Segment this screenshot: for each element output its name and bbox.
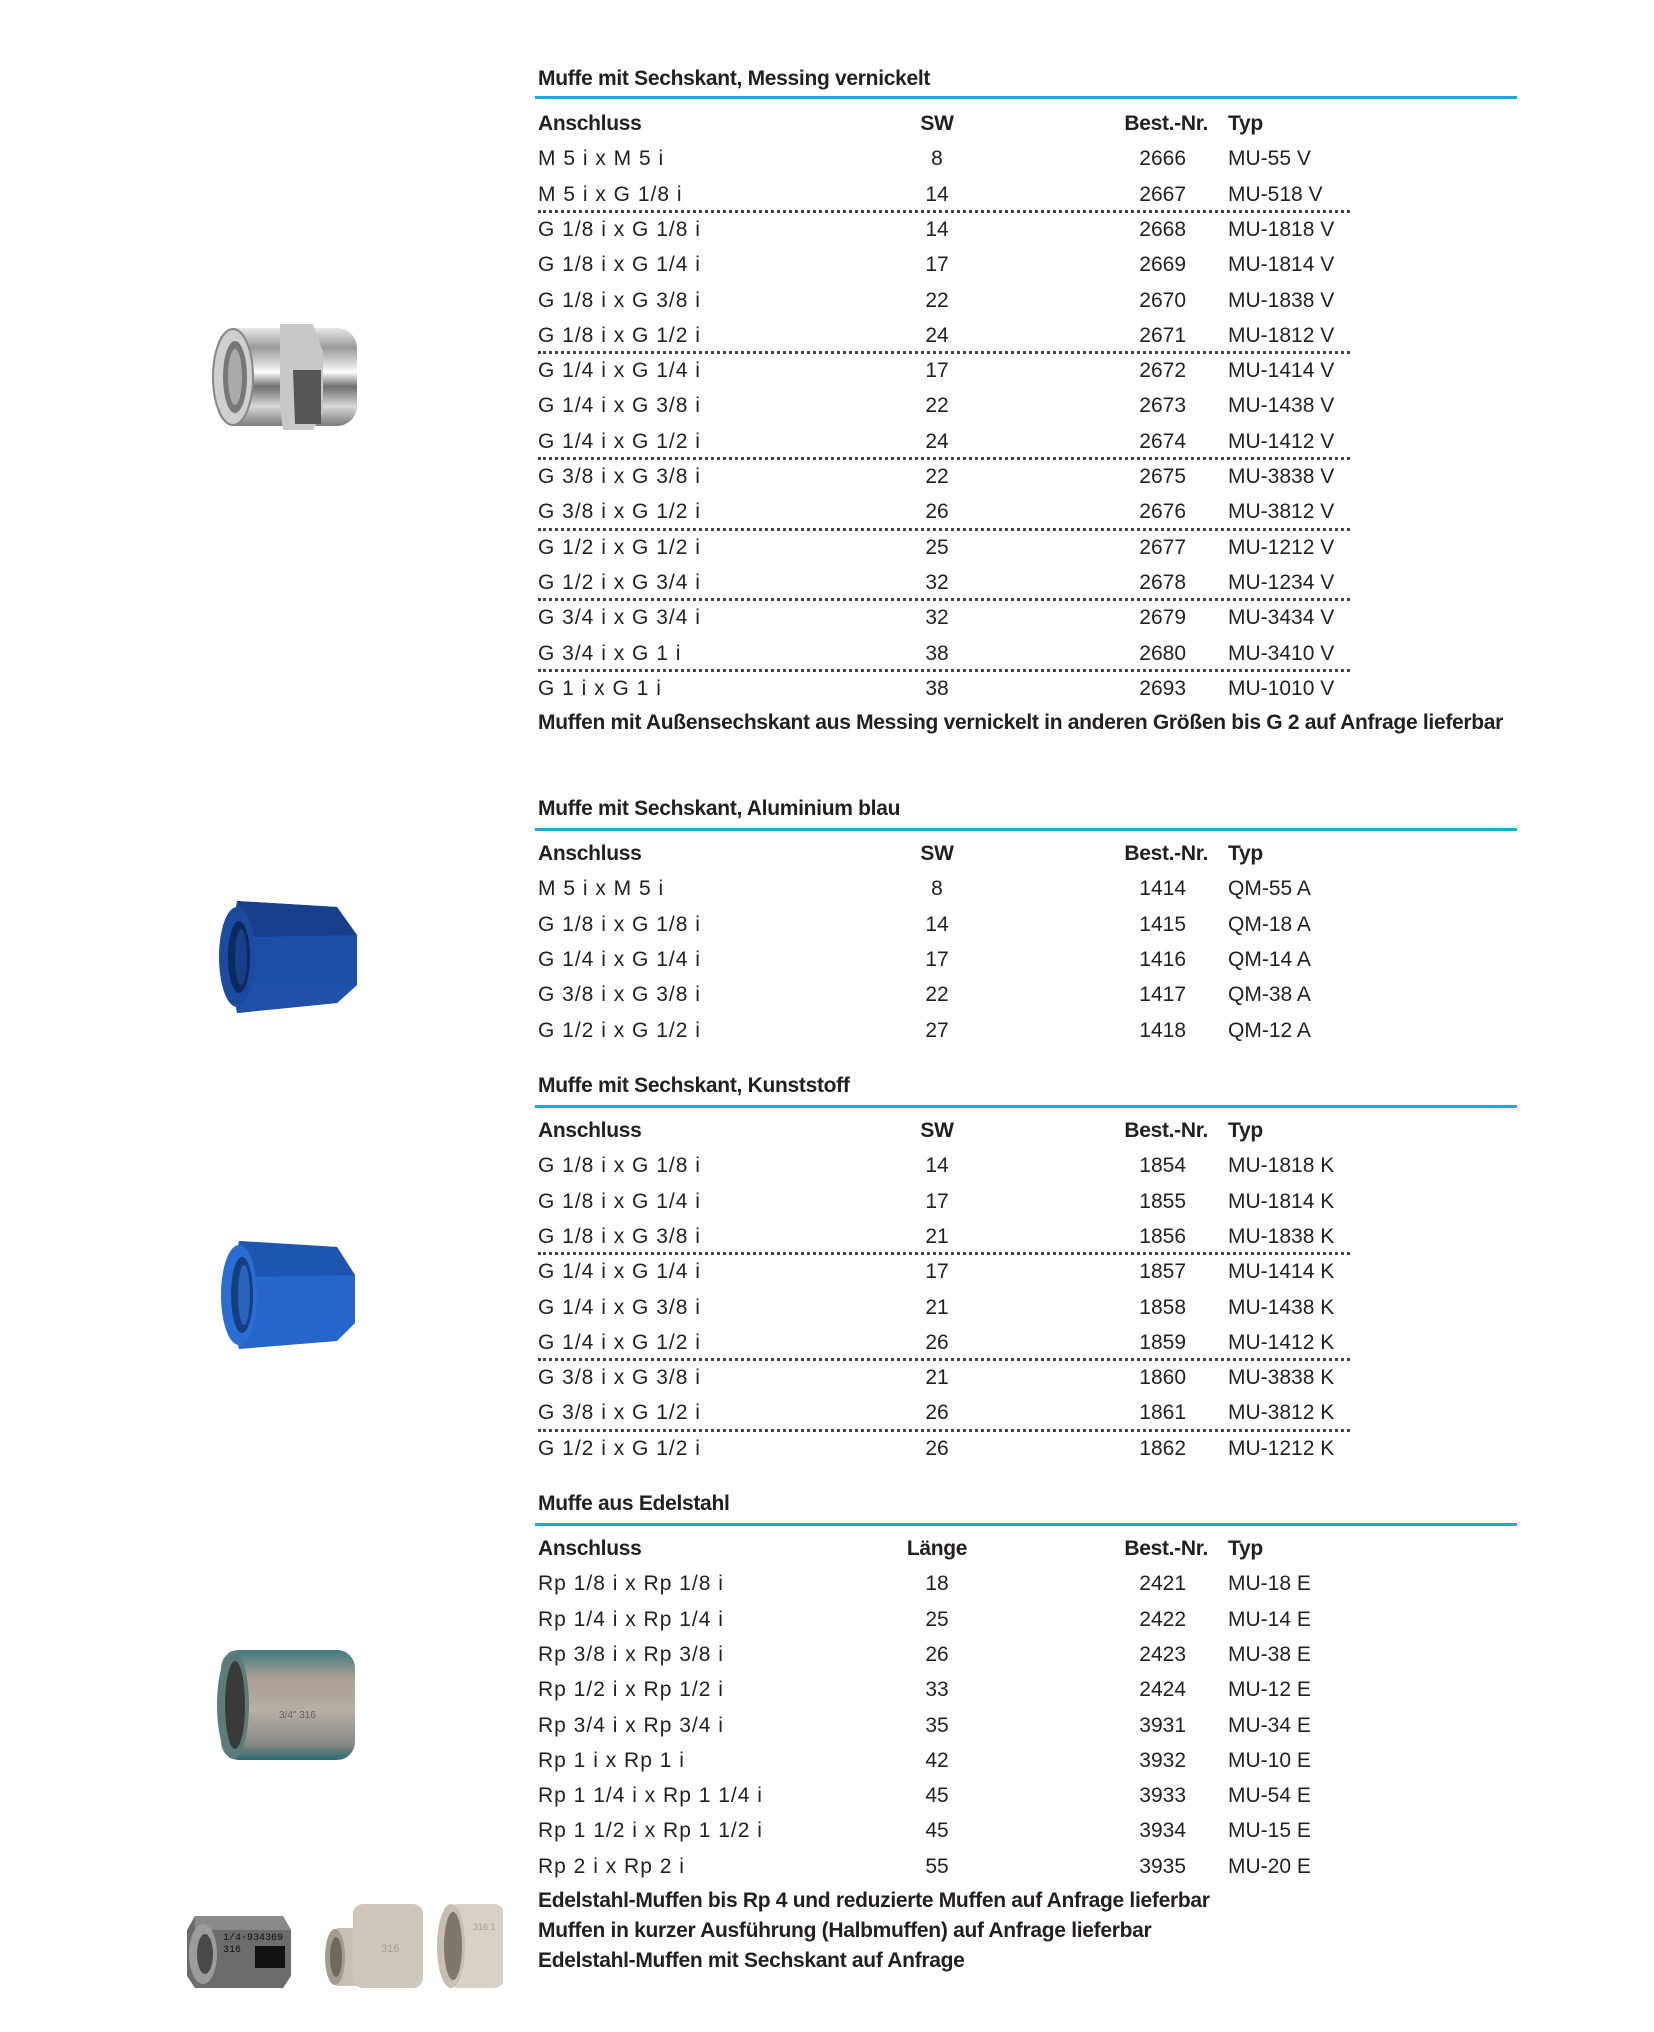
cell-typ: MU-1010 V [1228, 676, 1335, 700]
cell-anschluss: G 1/4 i x G 3/8 i [538, 1295, 701, 1319]
cell-typ: QM-12 A [1228, 1018, 1311, 1042]
cell-anschluss: Rp 1/8 i x Rp 1/8 i [538, 1572, 724, 1596]
table-row [538, 1813, 1518, 1848]
cell-typ: MU-3434 V [1228, 606, 1335, 630]
cell-typ: MU-18 E [1228, 1572, 1311, 1596]
table-row [538, 1395, 1518, 1430]
column-header-sw: SW [920, 112, 954, 135]
cell-typ: MU-10 E [1228, 1748, 1311, 1772]
cell-typ: MU-1212 V [1228, 535, 1335, 559]
cell-anschluss: G 3/8 i x G 1/2 i [538, 1401, 701, 1425]
cell-best-nr: 2424 [1139, 1678, 1186, 1702]
cell-typ: MU-1818 V [1228, 217, 1335, 241]
cell-best-nr: 1854 [1139, 1154, 1186, 1178]
cell-anschluss: G 1/8 i x G 1/2 i [538, 323, 701, 347]
table-row [538, 177, 1518, 212]
availability-note: Muffen mit Außensechskant aus Messing vernickelt in anderen Größen bis G 2 auf Anfrage lieferbar [538, 711, 1504, 735]
cell-sw: 14 [925, 1154, 949, 1178]
table-row [538, 1672, 1518, 1707]
cell-typ: MU-3812 K [1228, 1401, 1335, 1425]
cell-typ: MU-1818 K [1228, 1154, 1335, 1178]
cell-sw: 22 [925, 394, 949, 418]
cell-anschluss: Rp 1 1/2 i x Rp 1 1/2 i [538, 1819, 763, 1843]
cell-typ: MU-14 E [1228, 1607, 1311, 1631]
column-header-best-nr: Best.-Nr. [1124, 1537, 1208, 1560]
table-row [538, 1637, 1518, 1672]
cell-sw: 24 [925, 323, 949, 347]
cell-sw: 45 [925, 1784, 949, 1808]
table-header [538, 836, 1518, 871]
table-row [538, 494, 1518, 529]
cell-anschluss: G 1/2 i x G 1/2 i [538, 535, 701, 559]
cell-typ: MU-20 E [1228, 1854, 1311, 1878]
section-title: Muffe mit Sechskant, Kunststoff [538, 1074, 850, 1097]
cell-anschluss: G 1/2 i x G 3/4 i [538, 570, 701, 594]
cell-anschluss: Rp 1/2 i x Rp 1/2 i [538, 1678, 724, 1702]
column-header-anschluss: Anschluss [538, 1537, 642, 1560]
cell-best-nr: 1415 [1139, 912, 1186, 936]
column-header-best-nr: Best.-Nr. [1124, 1119, 1208, 1142]
cell-anschluss: G 1/8 i x G 1/4 i [538, 253, 701, 277]
cell-best-nr: 2671 [1139, 323, 1186, 347]
cell-sw: 8 [931, 147, 943, 171]
table-row [538, 353, 1518, 388]
cell-typ: MU-34 E [1228, 1713, 1311, 1737]
table-row [538, 1254, 1518, 1289]
cell-sw: 22 [925, 465, 949, 488]
column-header-anschluss: Anschluss [538, 112, 642, 135]
table-row [538, 1219, 1518, 1254]
cell-best-nr: 1416 [1139, 947, 1186, 971]
table-row [538, 942, 1518, 977]
table-header [538, 106, 1518, 141]
cell-sw: 25 [925, 535, 949, 559]
cell-best-nr: 1859 [1139, 1330, 1186, 1354]
cell-typ: MU-1414 V [1228, 359, 1335, 383]
cell-best-nr: 2676 [1139, 500, 1186, 524]
cell-anschluss: G 1/4 i x G 1/4 i [538, 947, 701, 971]
cell-best-nr: 2677 [1139, 535, 1186, 559]
table-row [538, 1148, 1518, 1183]
cell-anschluss: Rp 3/4 i x Rp 3/4 i [538, 1713, 724, 1737]
cell-typ: MU-1438 V [1228, 394, 1335, 418]
cell-best-nr: 1856 [1139, 1224, 1186, 1248]
cell-best-nr: 2675 [1139, 465, 1186, 488]
cell-best-nr: 3931 [1139, 1713, 1186, 1737]
cell-anschluss: G 3/8 i x G 1/2 i [538, 500, 701, 524]
cell-sw: 26 [925, 500, 949, 524]
cell-typ: MU-1234 V [1228, 570, 1335, 594]
cell-best-nr: 2670 [1139, 288, 1186, 312]
cell-best-nr: 2421 [1139, 1572, 1186, 1596]
cell-sw: 17 [925, 947, 949, 971]
cell-best-nr: 3932 [1139, 1748, 1186, 1772]
cell-sw: 26 [925, 1436, 949, 1460]
cell-sw: 26 [925, 1401, 949, 1425]
svg-text:316: 316 [381, 1943, 400, 1955]
cell-sw: 26 [925, 1642, 949, 1666]
cell-anschluss: G 1/8 i x G 1/8 i [538, 912, 701, 936]
cell-sw: 14 [925, 182, 949, 206]
cell-typ: MU-1812 V [1228, 323, 1335, 347]
cell-sw: 17 [925, 1260, 949, 1284]
cell-best-nr: 1855 [1139, 1189, 1186, 1213]
cell-sw: 27 [925, 1018, 949, 1042]
cell-anschluss: G 3/4 i x G 3/4 i [538, 606, 701, 630]
cell-sw: 21 [925, 1224, 949, 1248]
cell-sw: 18 [925, 1572, 949, 1596]
availability-note: Edelstahl-Muffen bis Rp 4 und reduzierte Muffen auf Anfrage lieferbar [538, 1889, 1210, 1912]
table-row [538, 1013, 1518, 1048]
cell-best-nr: 2678 [1139, 570, 1186, 594]
availability-note: Muffen in kurzer Ausführung (Halbmuffen) auf Anfrage lieferbar [538, 1919, 1152, 1942]
cell-typ: MU-1814 V [1228, 253, 1335, 277]
table-row [538, 388, 1518, 423]
table-row [538, 1708, 1518, 1743]
cell-best-nr: 2673 [1139, 394, 1186, 418]
section-divider [535, 1105, 1517, 1108]
table-row [538, 1778, 1518, 1813]
cell-typ: MU-1838 K [1228, 1224, 1335, 1248]
svg-text:3/4" 316: 3/4" 316 [279, 1710, 316, 1721]
cell-typ: MU-12 E [1228, 1678, 1311, 1702]
cell-typ: MU-1414 K [1228, 1260, 1335, 1284]
table-row [538, 907, 1518, 942]
stainless-hex-marking: 1/4-934369 [223, 1933, 284, 1944]
cell-best-nr: 2423 [1139, 1642, 1186, 1666]
cell-best-nr: 2669 [1139, 253, 1186, 277]
column-header-typ: Typ [1228, 1537, 1263, 1560]
table-row [538, 424, 1518, 459]
cell-typ: QM-14 A [1228, 947, 1311, 971]
cell-anschluss: G 1/8 i x G 1/4 i [538, 1189, 701, 1213]
cell-sw: 17 [925, 253, 949, 277]
cell-sw: 17 [925, 359, 949, 383]
section-divider [535, 828, 1517, 831]
cell-anschluss: Rp 2 i x Rp 2 i [538, 1854, 685, 1878]
cell-sw: 14 [925, 217, 949, 241]
cell-typ: MU-3812 V [1228, 500, 1335, 524]
cell-best-nr: 1417 [1139, 983, 1186, 1007]
cell-anschluss: G 3/4 i x G 1 i [538, 641, 682, 665]
cell-typ: MU-55 V [1228, 147, 1311, 171]
cell-best-nr: 2666 [1139, 147, 1186, 171]
cell-anschluss: G 1/4 i x G 1/2 i [538, 1330, 701, 1354]
cell-anschluss: G 1/8 i x G 3/8 i [538, 1224, 701, 1248]
cell-typ: MU-1212 K [1228, 1436, 1335, 1460]
nickel-brass-socket-image [205, 312, 365, 440]
table-row [538, 283, 1518, 318]
cell-typ: MU-1412 V [1228, 429, 1335, 453]
cell-best-nr: 1858 [1139, 1295, 1186, 1319]
column-header-typ: Typ [1228, 112, 1263, 135]
cell-typ: QM-38 A [1228, 983, 1311, 1007]
table-row [538, 671, 1518, 706]
cell-sw: 22 [925, 983, 949, 1007]
cell-anschluss: G 1 i x G 1 i [538, 676, 662, 700]
cell-typ: MU-3838 K [1228, 1366, 1335, 1390]
cell-anschluss: G 1/4 i x G 1/4 i [538, 1260, 701, 1284]
blue-aluminium-socket-image [207, 897, 363, 1017]
column-header-sw: SW [920, 1119, 954, 1142]
cell-typ: MU-38 E [1228, 1642, 1311, 1666]
table-row [538, 1566, 1518, 1601]
cell-anschluss: G 1/4 i x G 1/2 i [538, 429, 701, 453]
cell-sw: 45 [925, 1819, 949, 1843]
table-row [538, 1290, 1518, 1325]
table-row [538, 1360, 1518, 1395]
cell-best-nr: 2672 [1139, 359, 1186, 383]
cell-sw: 26 [925, 1330, 949, 1354]
cell-best-nr: 1862 [1139, 1436, 1186, 1460]
cell-best-nr: 2667 [1139, 182, 1186, 206]
cell-sw: 38 [925, 641, 949, 665]
section-divider [535, 1523, 1517, 1526]
cell-sw: 32 [925, 570, 949, 594]
cell-typ: QM-55 A [1228, 877, 1311, 901]
cell-sw: 25 [925, 1607, 949, 1631]
table-row [538, 871, 1518, 906]
cell-best-nr: 1414 [1139, 877, 1186, 901]
cell-typ: MU-15 E [1228, 1819, 1311, 1843]
table-row [538, 977, 1518, 1012]
cell-typ: MU-3838 V [1228, 465, 1335, 488]
cell-best-nr: 3935 [1139, 1854, 1186, 1878]
cell-typ: QM-18 A [1228, 912, 1311, 936]
cell-anschluss: M 5 i x M 5 i [538, 147, 665, 171]
cell-anschluss: Rp 1/4 i x Rp 1/4 i [538, 1607, 724, 1631]
table-row [538, 247, 1518, 282]
cell-best-nr: 2679 [1139, 606, 1186, 630]
cell-anschluss: Rp 1 i x Rp 1 i [538, 1748, 685, 1772]
cell-anschluss: Rp 1 1/4 i x Rp 1 1/4 i [538, 1784, 763, 1808]
column-header-typ: Typ [1228, 1119, 1263, 1142]
cell-typ: MU-518 V [1228, 182, 1323, 206]
cell-sw: 33 [925, 1678, 949, 1702]
cell-typ: MU-3410 V [1228, 641, 1335, 665]
table-row [538, 565, 1518, 600]
table-row [538, 318, 1518, 353]
table-row [538, 1849, 1518, 1884]
cell-best-nr: 2668 [1139, 217, 1186, 241]
cell-sw: 8 [931, 877, 943, 901]
column-header-best-nr: Best.-Nr. [1124, 112, 1208, 135]
cell-sw: 38 [925, 676, 949, 700]
cell-typ: MU-1814 K [1228, 1189, 1335, 1213]
section-title: Muffe mit Sechskant, Aluminium blau [538, 797, 901, 820]
cell-typ: MU-1412 K [1228, 1330, 1335, 1354]
column-header-sw: Länge [906, 1537, 968, 1560]
table-row [538, 1325, 1518, 1360]
table-row [538, 1743, 1518, 1778]
table-row [538, 212, 1518, 247]
cell-anschluss: G 1/8 i x G 3/8 i [538, 288, 701, 312]
cell-best-nr: 2693 [1139, 676, 1186, 700]
cell-typ: MU-54 E [1228, 1784, 1311, 1808]
column-header-anschluss: Anschluss [538, 1119, 642, 1142]
cell-anschluss: M 5 i x M 5 i [538, 877, 665, 901]
blue-plastic-socket-image [209, 1237, 361, 1353]
cell-anschluss: G 1/2 i x G 1/2 i [538, 1436, 701, 1460]
svg-text:316 1: 316 1 [473, 1922, 496, 1932]
cell-anschluss: G 1/2 i x G 1/2 i [538, 1018, 701, 1042]
cell-anschluss: G 1/4 i x G 3/8 i [538, 394, 701, 418]
table-row [538, 1184, 1518, 1219]
column-header-typ: Typ [1228, 842, 1263, 865]
cell-sw: 21 [925, 1295, 949, 1319]
cell-sw: 42 [925, 1748, 949, 1772]
column-header-anschluss: Anschluss [538, 842, 642, 865]
table-row [538, 600, 1518, 635]
table-header [538, 1113, 1518, 1148]
cell-best-nr: 2674 [1139, 429, 1186, 453]
cell-anschluss: G 3/8 i x G 3/8 i [538, 983, 701, 1007]
cell-anschluss: G 1/8 i x G 1/8 i [538, 217, 701, 241]
cell-sw: 21 [925, 1366, 949, 1390]
cell-anschluss: G 3/8 i x G 3/8 i [538, 465, 701, 488]
cell-sw: 35 [925, 1713, 949, 1737]
cell-anschluss: Rp 3/8 i x Rp 3/8 i [538, 1642, 724, 1666]
section-title: Muffe aus Edelstahl [538, 1492, 730, 1515]
table-row [538, 141, 1518, 176]
table-row [538, 636, 1518, 671]
table-row [538, 530, 1518, 565]
cell-best-nr: 2422 [1139, 1607, 1186, 1631]
cell-best-nr: 1418 [1139, 1018, 1186, 1042]
cell-best-nr: 1857 [1139, 1260, 1186, 1284]
section-title: Muffe mit Sechskant, Messing vernickelt [538, 67, 931, 90]
cell-sw: 55 [925, 1854, 949, 1878]
cell-anschluss: G 3/8 i x G 3/8 i [538, 1366, 701, 1390]
cell-sw: 17 [925, 1189, 949, 1213]
cell-sw: 32 [925, 606, 949, 630]
stainless-socket-variants-image [183, 1900, 503, 1990]
column-header-best-nr: Best.-Nr. [1124, 842, 1208, 865]
table-row [538, 459, 1518, 494]
svg-text:316: 316 [223, 1945, 242, 1956]
cell-typ: MU-1838 V [1228, 288, 1335, 312]
availability-note: Edelstahl-Muffen mit Sechskant auf Anfrage [538, 1949, 965, 1972]
cell-best-nr: 1860 [1139, 1366, 1186, 1390]
table-header [538, 1531, 1518, 1566]
cell-best-nr: 1861 [1139, 1401, 1186, 1425]
cell-sw: 22 [925, 288, 949, 312]
cell-anschluss: G 1/8 i x G 1/8 i [538, 1154, 701, 1178]
table-row [538, 1431, 1518, 1466]
cell-best-nr: 3934 [1139, 1819, 1186, 1843]
column-header-sw: SW [920, 842, 954, 865]
cell-best-nr: 2680 [1139, 641, 1186, 665]
cell-sw: 14 [925, 912, 949, 936]
cell-anschluss: G 1/4 i x G 1/4 i [538, 359, 701, 383]
table-row [538, 1602, 1518, 1637]
cell-typ: MU-1438 K [1228, 1295, 1335, 1319]
section-divider [535, 96, 1517, 99]
cell-best-nr: 3933 [1139, 1784, 1186, 1808]
cell-sw: 24 [925, 429, 949, 453]
stainless-socket-image [207, 1646, 359, 1764]
cell-anschluss: M 5 i x G 1/8 i [538, 182, 683, 206]
